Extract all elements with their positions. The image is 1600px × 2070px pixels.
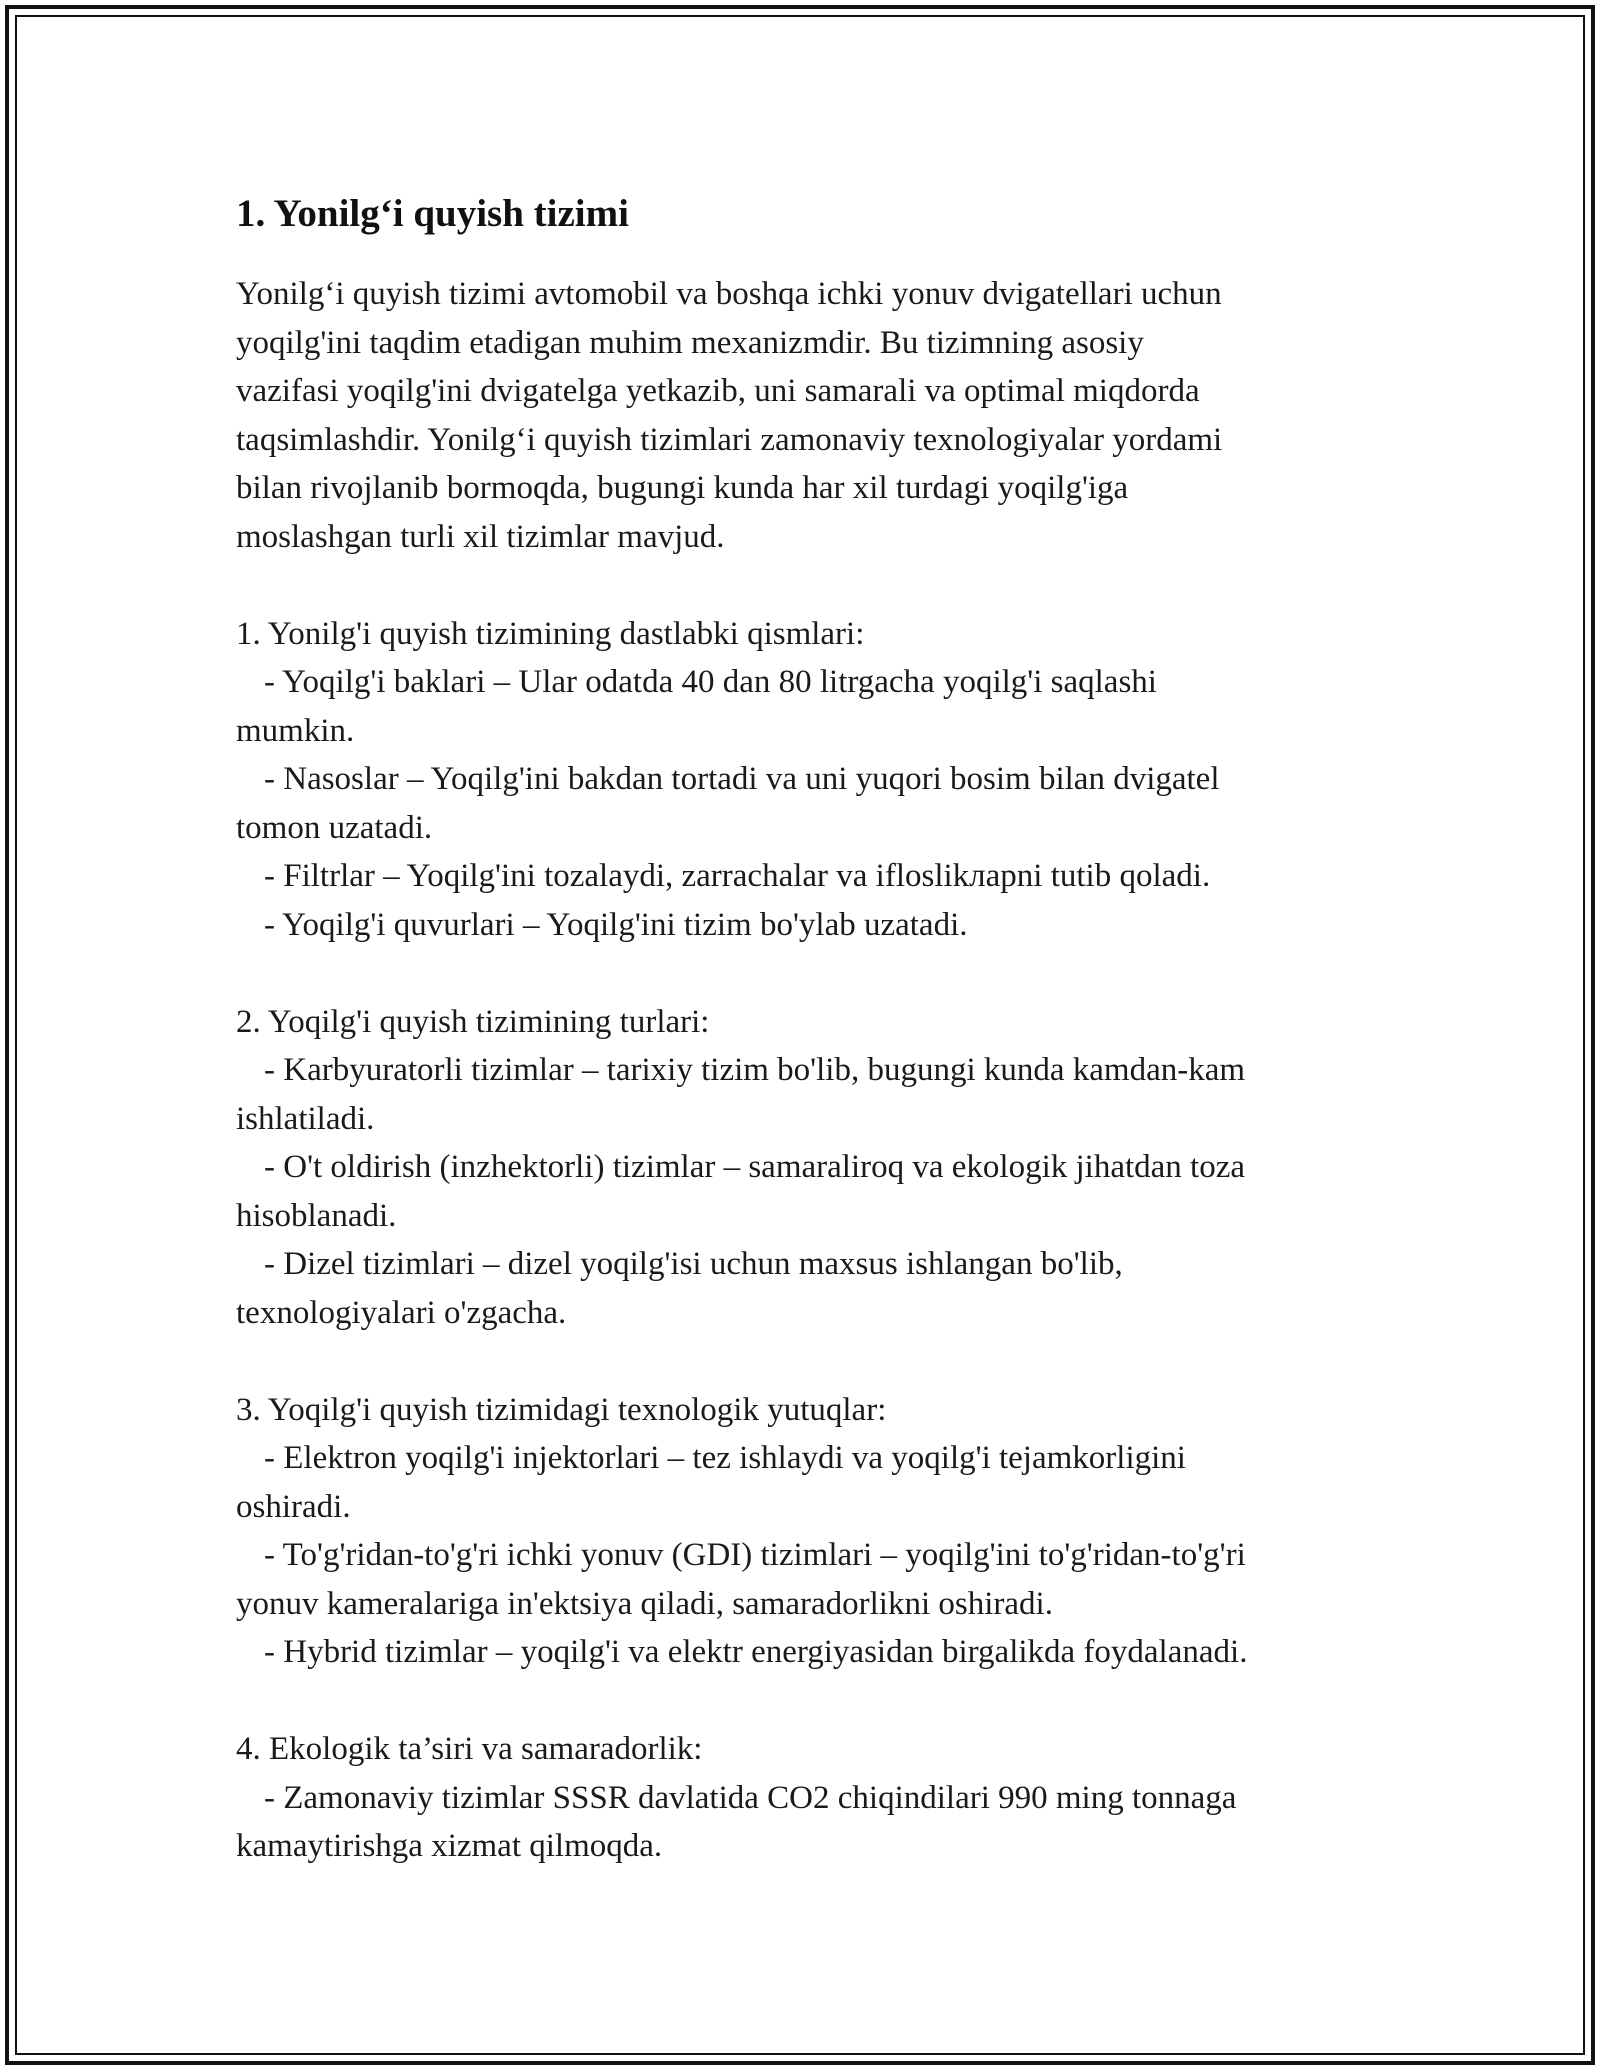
section-heading: 3. Yoqilg'i quyish tizimidagi texnologik yutuqlar:: [236, 1391, 887, 1428]
document-title: 1. Yonilg‘i quyish tizimi: [236, 192, 629, 235]
section-components: [236, 610, 1366, 950]
list-item: - Nasoslar – Yoqilg'ini bakdan tortadi va uni yuqori bosim bilan dvigatel tomon uzatadi.: [236, 761, 1220, 846]
document-body: [236, 188, 1366, 1871]
intro-paragraph: Yonilg‘i quyish tizimi avtomobil va boshqa ichki yonuv dvigatellari uchun yoqilg'ini taqdim etadigan muhim mexanizmdir. Bu tizimning asosiy vazifasi yoqilg'ini dvigatelga yetkazib, uni samarali va optimal miqdorda taqsimlashdir. Yonilg‘i quyish tizimlari zamonaviy texnologiyalar yordami bilan rivojlanib bormoqda, bugungi kunda har xil turdagi yoqilg'iga moslashgan turli xil tizimlar mavjud.: [236, 276, 1223, 555]
list-item: - Hybrid tizimlar – yoqilg'i va elektr energiyasidan birgalikda foydalanadi.: [264, 1634, 1248, 1670]
list-item: - O't oldirish (inzhektorli) tizimlar – samaraliroq va ekologik jihatdan toza hisoblanadi.: [236, 1149, 1245, 1234]
section-ecology: [236, 1725, 1366, 1871]
list-item: - Yoqilg'i baklari – Ular odatda 40 dan 80 litrgacha yoqilg'i saqlashi mumkin.: [236, 664, 1157, 749]
list-item: - Karbyuratorli tizimlar – tarixiy tizim bo'lib, bugungi kunda kamdan-kam ishlatiladi.: [236, 1052, 1246, 1137]
section-heading: 1. Yonilg'i quyish tizimining dastlabki qismlari:: [236, 615, 865, 652]
list-item: - Dizel tizimlari – dizel yoqilg'isi uchun maxsus ishlangan bo'lib, texnologiyalari o'zgacha.: [236, 1246, 1123, 1331]
list-item: - Filtrlar – Yoqilg'ini tozalaydi, zarrachalar va ifloslikларni tutib qoladi.: [264, 858, 1211, 894]
section-heading: 2. Yoqilg'i quyish tizimining turlari:: [236, 1003, 710, 1040]
section-heading: 4. Ekologik ta’siri va samaradorlik:: [236, 1731, 703, 1767]
section-types: [236, 998, 1366, 1338]
list-item: - Yoqilg'i quvurlari – Yoqilg'ini tizim bo'ylab uzatadi.: [264, 906, 968, 943]
list-item: - Elektron yoqilg'i injektorlari – tez ishlaydi va yoqilg'i tejamkorligini oshiradi.: [236, 1440, 1186, 1525]
list-item: - Zamonaviy tizimlar SSSR davlatida CO2 chiqindilari 990 ming tonnaga kamaytirishga xizmat qilmoqda.: [236, 1779, 1237, 1864]
section-technology: [236, 1386, 1366, 1677]
list-item: - To'g'ridan-to'g'ri ichki yonuv (GDI) tizimlari – yoqilg'ini to'g'ridan-to'g'ri yonuv kameralariga in'ektsiya qiladi, samaradorlikni oshiradi.: [236, 1537, 1246, 1622]
